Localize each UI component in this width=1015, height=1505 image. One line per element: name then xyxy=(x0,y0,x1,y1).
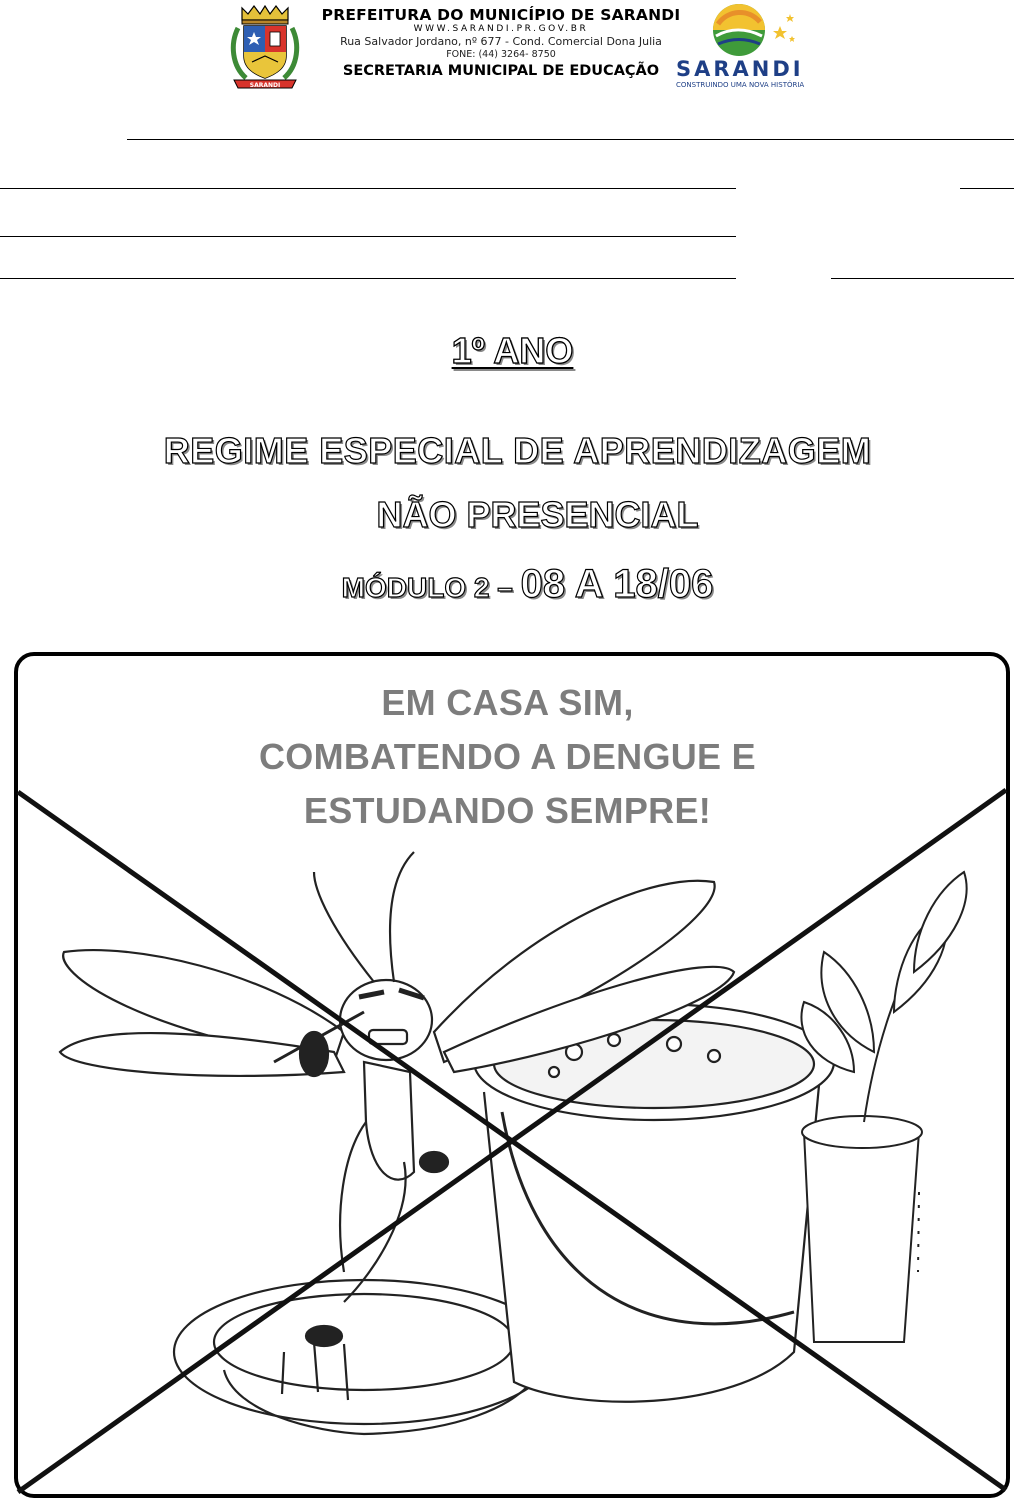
municipal-crest-icon xyxy=(228,4,302,92)
form-line-1 xyxy=(127,139,1014,140)
department-title: SECRETARIA MUNICIPAL DE EDUCAÇÃO xyxy=(342,63,660,79)
website-text: WWW.SARANDI.PR.GOV.BR xyxy=(413,24,589,34)
module-title xyxy=(20,562,1015,607)
form-line-4b xyxy=(831,278,1014,279)
form-line-2 xyxy=(0,188,736,189)
form-line-3 xyxy=(0,236,736,237)
sarandi-logo-icon xyxy=(676,2,802,62)
address-text: Rua Salvador Jordano, nº 677 - Cond. Comercial Dona Julia xyxy=(340,35,662,48)
program-title-line2: NÃO PRESENCIAL xyxy=(376,494,699,535)
illustration-text-line3: ESTUDANDO SEMPRE! xyxy=(303,790,712,831)
module-prefix: MÓDULO 2 – xyxy=(341,572,521,603)
form-line-4 xyxy=(0,278,736,279)
logo-name: SARANDI xyxy=(676,57,804,81)
module-dates: 08 A 18/06 xyxy=(520,562,714,606)
crest-banner-text: SARANDI xyxy=(249,82,281,89)
grade-title: 1º ANO xyxy=(451,330,574,371)
municipality-title: PREFEITURA DO MUNICÍPIO DE SARANDI xyxy=(321,6,681,24)
dengue-illustration xyxy=(14,652,1010,1498)
phone-text: FONE: (44) 3264- 8750 xyxy=(446,49,556,60)
form-line-2b xyxy=(960,188,1014,189)
letterhead xyxy=(0,0,1015,100)
logo-slogan: CONSTRUINDO UMA NOVA HISTÓRIA xyxy=(676,81,805,89)
bucket-icon xyxy=(474,1004,834,1402)
letterhead-text xyxy=(306,6,696,82)
program-title-line1: REGIME ESPECIAL DE APRENDIZAGEM xyxy=(163,430,872,471)
illustration-text-line2: COMBATENDO A DENGUE E xyxy=(259,736,756,777)
sarandi-logo xyxy=(676,2,805,96)
illustration-text-line1: EM CASA SIM, xyxy=(381,682,634,723)
